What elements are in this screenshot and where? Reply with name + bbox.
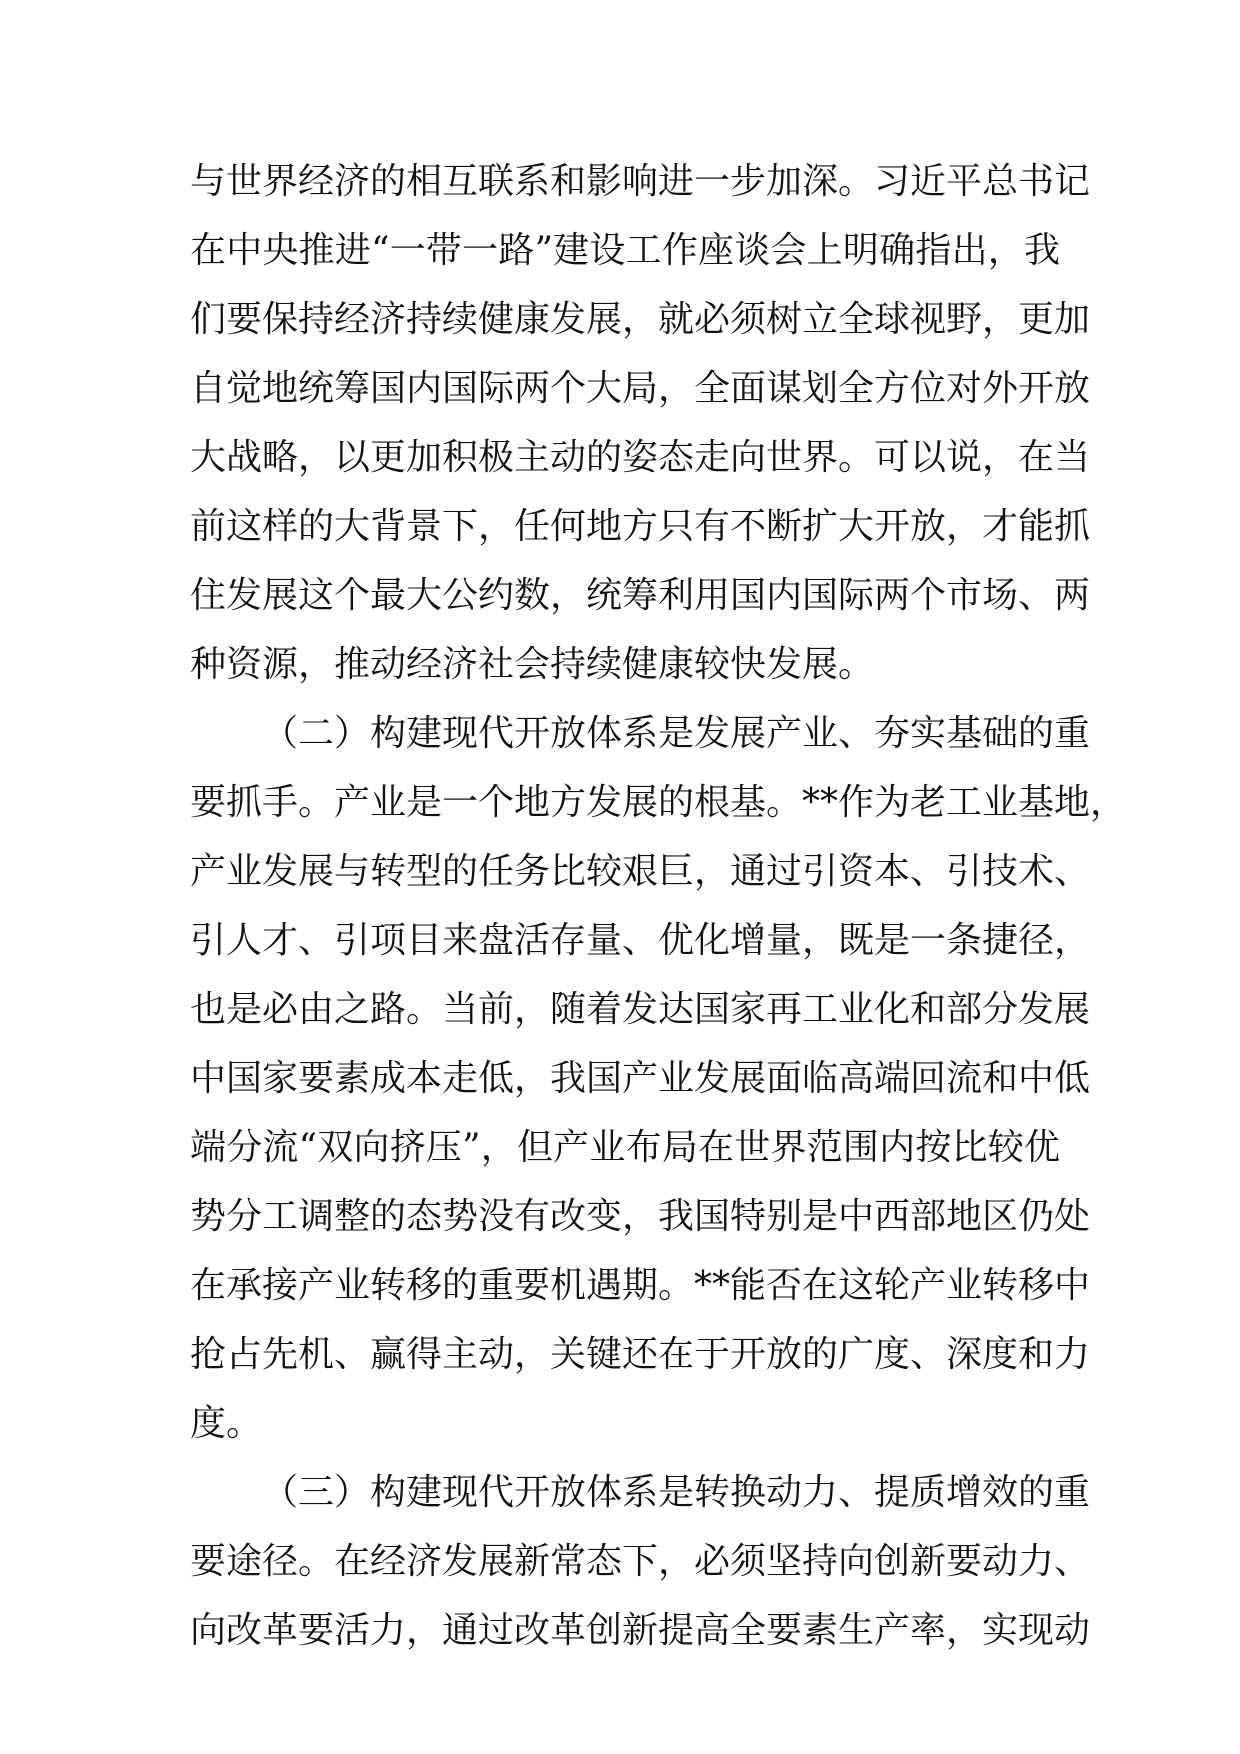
text-line: 在承接产业转移的重要机遇期。**能否在这轮产业转移中 xyxy=(190,1265,1091,1306)
text-line: 要途径。在经济发展新常态下，必须坚持向创新要动力、 xyxy=(190,1541,1091,1582)
text-line: 自觉地统筹国内国际两个大局，全面谋划全方位对外开放 xyxy=(190,368,1091,409)
text-line: 引人才、引项目来盘活存量、优化增量，既是一条捷径， xyxy=(190,920,1091,961)
text-line: 大战略，以更加积极主动的姿态走向世界。可以说，在当 xyxy=(190,437,1091,478)
text-line: 势分工调整的态势没有改变，我国特别是中西部地区仍处 xyxy=(190,1196,1091,1237)
text-line: 也是必由之路。当前，随着发达国家再工业化和部分发展 xyxy=(190,989,1091,1030)
text-line: 们要保持经济持续健康发展，就必须树立全球视野，更加 xyxy=(190,299,1091,340)
paragraph-section-two xyxy=(190,713,1127,1444)
text-line: 与世界经济的相互联系和影响进一步加深。习近平总书记 xyxy=(190,161,1091,202)
text-line: 要抓手。产业是一个地方发展的根基。**作为老工业基地， xyxy=(190,782,1127,823)
text-line: 产业发展与转型的任务比较艰巨，通过引资本、引技术、 xyxy=(190,851,1091,892)
section-heading-line: （三）构建现代开放体系是转换动力、提质增效的重 xyxy=(262,1472,1091,1513)
text-line: 在中央推进“一带一路”建设工作座谈会上明确指出，我 xyxy=(190,230,1060,271)
text-line: 端分流“双向挤压”，但产业布局在世界范围内按比较优 xyxy=(190,1127,1060,1168)
text-line: 度。 xyxy=(190,1403,263,1444)
text-line: 住发展这个最大公约数，统筹利用国内国际两个市场、两 xyxy=(190,575,1091,616)
text-line: 抢占先机、赢得主动，关键还在于开放的广度、深度和力 xyxy=(190,1334,1091,1375)
section-heading-line: （二）构建现代开放体系是发展产业、夯实基础的重 xyxy=(262,713,1091,754)
text-line: 中国家要素成本走低，我国产业发展面临高端回流和中低 xyxy=(190,1058,1091,1099)
paragraph-intro-continued xyxy=(190,161,1091,685)
text-line: 向改革要活力，通过改革创新提高全要素生产率，实现动 xyxy=(190,1610,1091,1651)
paragraph-section-three xyxy=(190,1472,1091,1651)
text-line: 前这样的大背景下，任何地方只有不断扩大开放，才能抓 xyxy=(190,506,1091,547)
text-line: 种资源，推动经济社会持续健康较快发展。 xyxy=(190,644,875,685)
document-body xyxy=(190,161,1127,1682)
